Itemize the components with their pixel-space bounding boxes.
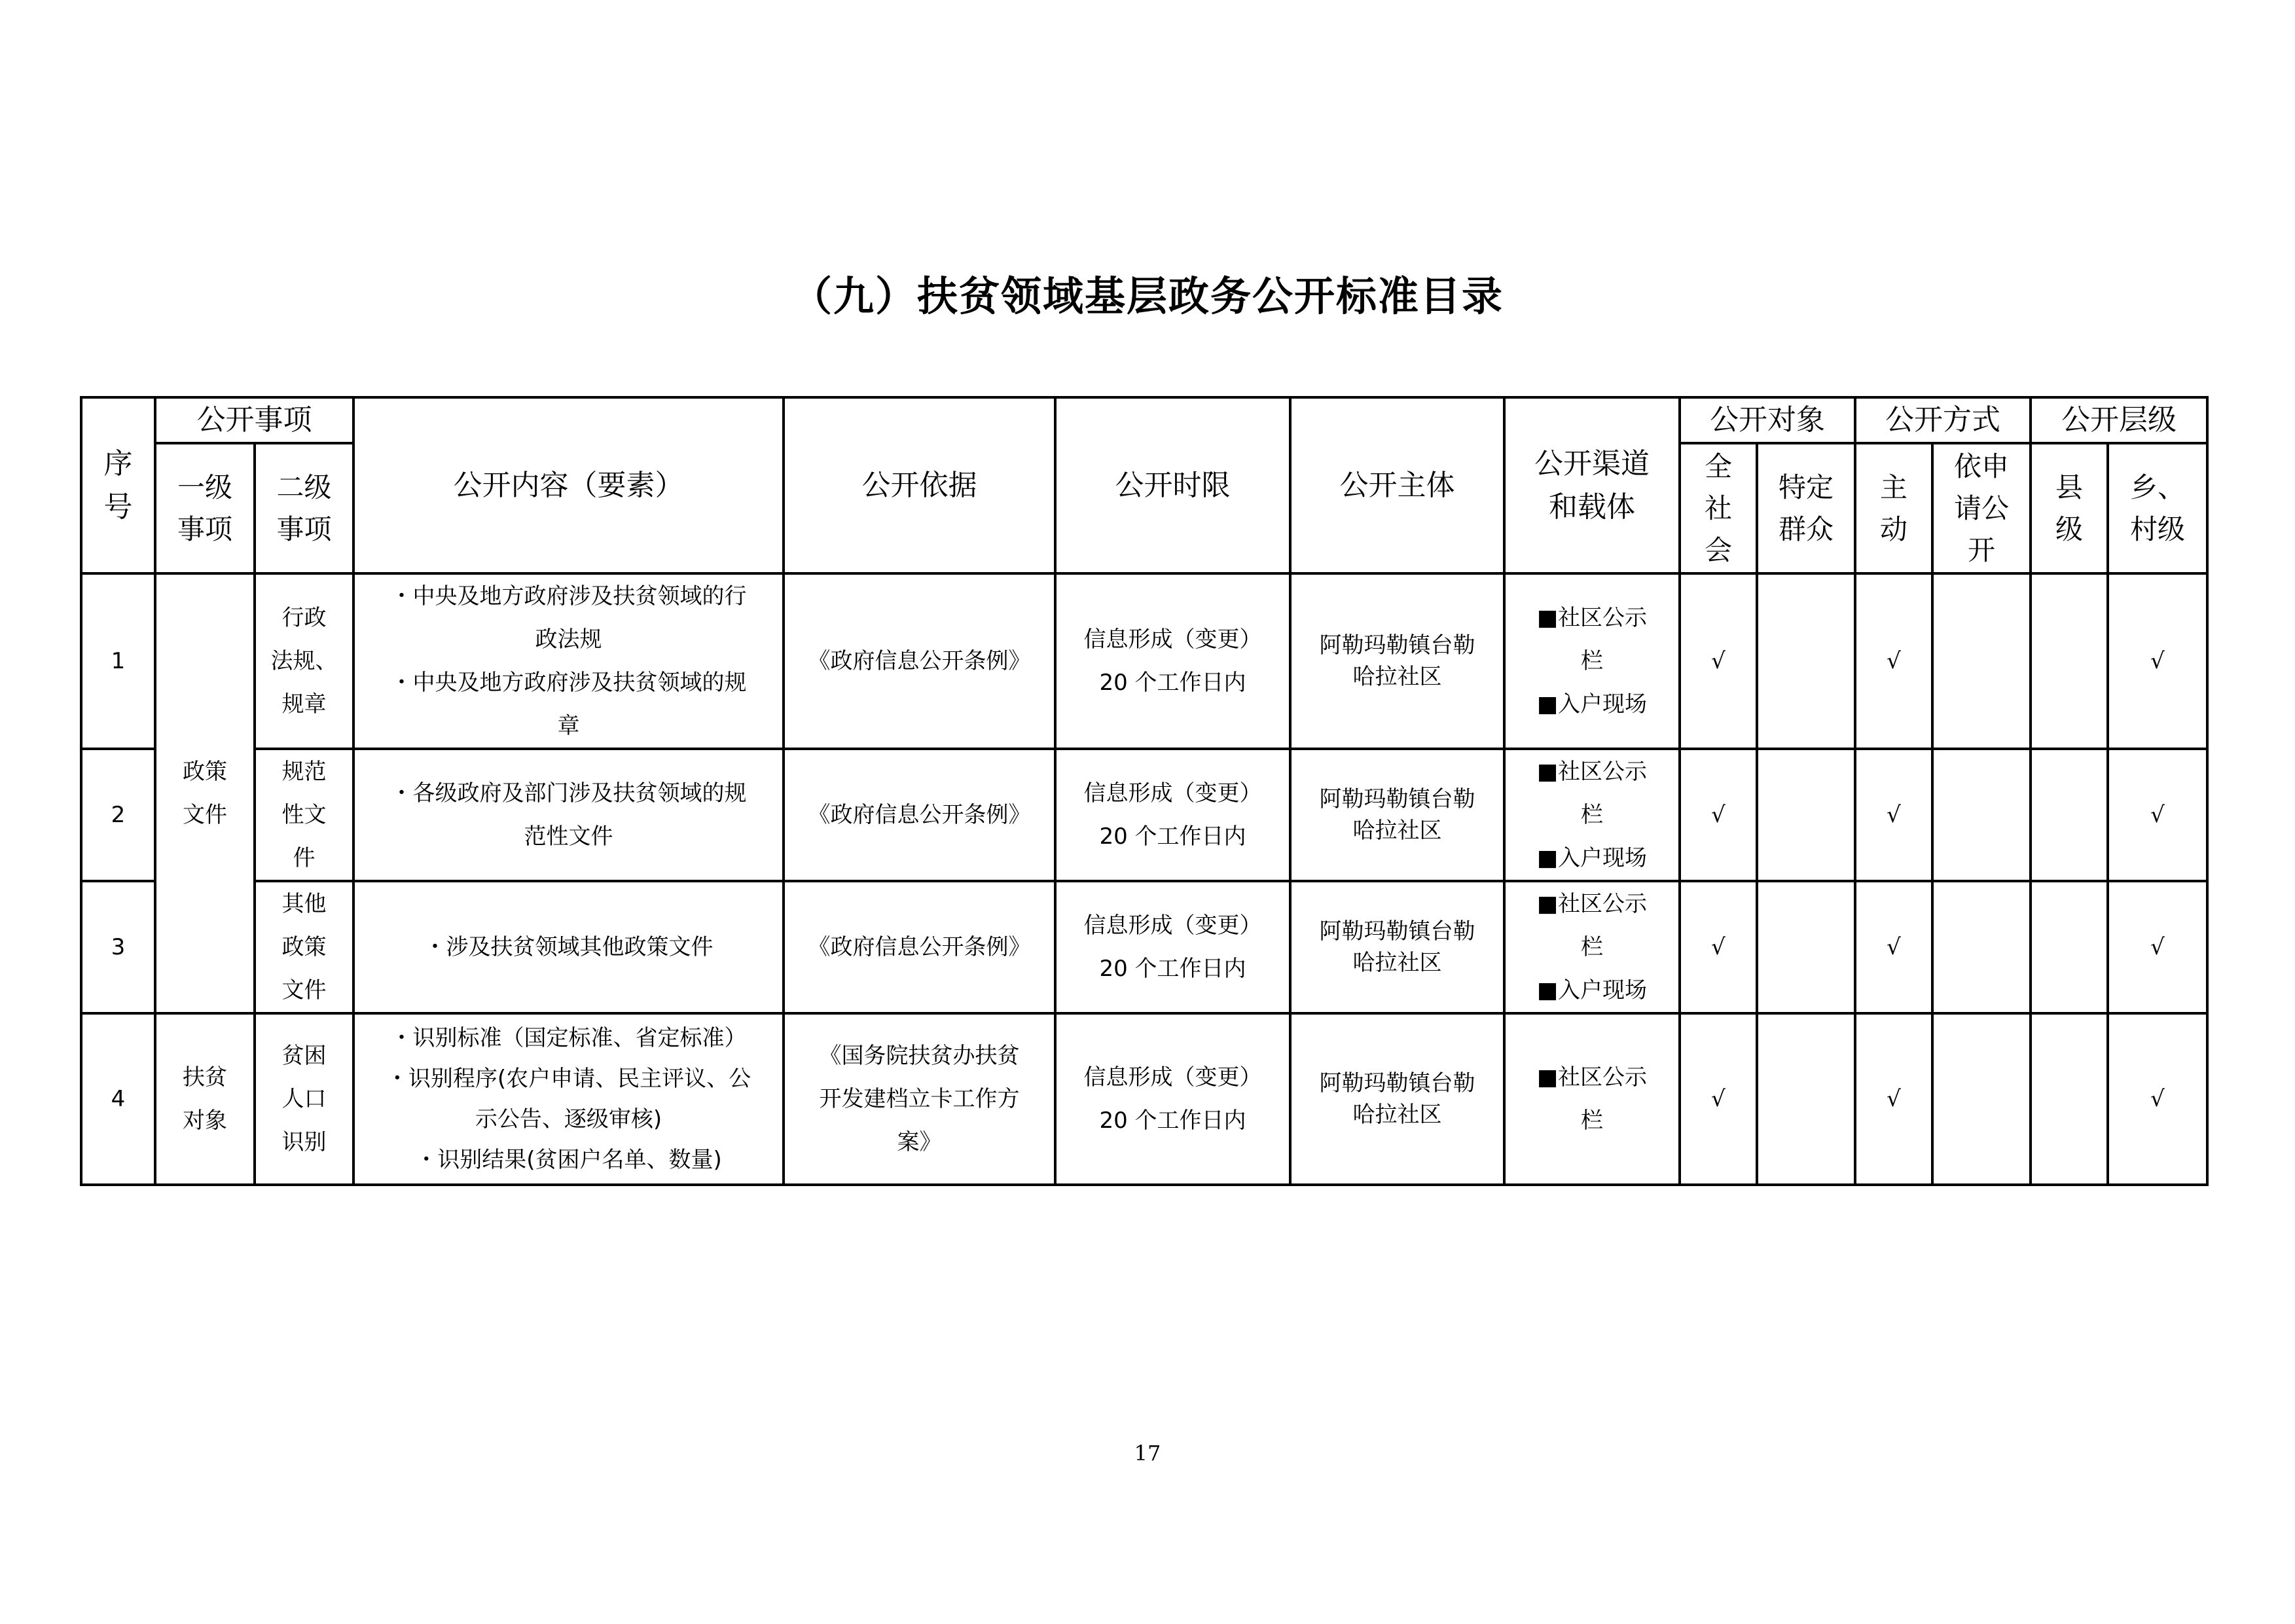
content-cell: ・涉及扶贫领域其他政策文件 — [353, 881, 784, 1013]
basis-cell: 《政府信息公开条例》 — [784, 881, 1055, 1013]
county-mark — [2031, 1013, 2108, 1185]
header-object-group: 公开对象 — [1680, 397, 1855, 443]
township-mark: √ — [2108, 749, 2207, 881]
row-seq: 1 — [81, 573, 155, 749]
specific-group-mark — [1757, 749, 1855, 881]
whole-society-mark: √ — [1680, 1013, 1757, 1185]
level1-cell: 政策 文件 — [155, 573, 255, 1013]
on-request-mark — [1932, 573, 2031, 749]
active-mark: √ — [1855, 881, 1932, 1013]
township-mark: √ — [2108, 881, 2207, 1013]
content-cell: ・各级政府及部门涉及扶贫领域的规 范性文件 — [353, 749, 784, 881]
page-number: 17 — [1134, 1441, 1161, 1466]
row-seq: 4 — [81, 1013, 155, 1185]
subject-cell: 阿勒玛勒镇台勒 哈拉社区 — [1290, 749, 1504, 881]
header-mode-group: 公开方式 — [1855, 397, 2031, 443]
header-active: 主 动 — [1855, 443, 1932, 573]
row-seq: 2 — [81, 749, 155, 881]
whole-society-mark: √ — [1680, 573, 1757, 749]
active-mark: √ — [1855, 749, 1932, 881]
header-specific-group: 特定 群众 — [1757, 443, 1855, 573]
header-channel: 公开渠道 和载体 — [1504, 397, 1680, 573]
table-row — [81, 881, 2207, 1013]
header-time-limit: 公开时限 — [1055, 397, 1290, 573]
header-items-group: 公开事项 — [155, 397, 353, 443]
header-level-group: 公开层级 — [2031, 397, 2207, 443]
header-county: 县 级 — [2031, 443, 2108, 573]
content-cell: ・识别标准（国定标准、省定标准） ・识别程序(农户申请、民主评议、公 示公告、逐级审核) ・识别结果(贫困户名单、数量) — [353, 1013, 784, 1185]
header-level2: 二级 事项 — [255, 443, 353, 573]
header-township: 乡、 村级 — [2108, 443, 2207, 573]
subject-cell: 阿勒玛勒镇台勒 哈拉社区 — [1290, 573, 1504, 749]
active-mark: √ — [1855, 1013, 1932, 1185]
basis-cell: 《政府信息公开条例》 — [784, 749, 1055, 881]
header-row-1 — [81, 397, 2207, 443]
level2-cell: 规范 性文 件 — [255, 749, 353, 881]
on-request-mark — [1932, 881, 2031, 1013]
specific-group-mark — [1757, 1013, 1855, 1185]
page-title: （九）扶贫领域基层政务公开标准目录 — [791, 272, 1504, 320]
table-row — [81, 1013, 2207, 1185]
header-whole-society: 全 社 会 — [1680, 443, 1757, 573]
basis-cell: 《国务院扶贫办扶贫 开发建档立卡工作方 案》 — [784, 1013, 1055, 1185]
header-subject: 公开主体 — [1290, 397, 1504, 573]
row-seq: 3 — [81, 881, 155, 1013]
county-mark — [2031, 881, 2108, 1013]
level2-cell: 行政 法规、 规章 — [255, 573, 353, 749]
subject-cell: 阿勒玛勒镇台勒 哈拉社区 — [1290, 1013, 1504, 1185]
content-cell: ・中央及地方政府涉及扶贫领域的行 政法规 ・中央及地方政府涉及扶贫领域的规 章 — [353, 573, 784, 749]
on-request-mark — [1932, 749, 2031, 881]
on-request-mark — [1932, 1013, 2031, 1185]
level2-cell: 其他 政策 文件 — [255, 881, 353, 1013]
level2-cell: 贫困 人口 识别 — [255, 1013, 353, 1185]
channel-cell: ■社区公示 栏 — [1504, 1013, 1680, 1185]
time-limit-cell: 信息形成（变更） 20 个工作日内 — [1055, 749, 1290, 881]
township-mark: √ — [2108, 1013, 2207, 1185]
township-mark: √ — [2108, 573, 2207, 749]
active-mark: √ — [1855, 573, 1932, 749]
channel-cell: ■社区公示 栏 ■入户现场 — [1504, 881, 1680, 1013]
time-limit-cell: 信息形成（变更） 20 个工作日内 — [1055, 881, 1290, 1013]
basis-cell: 《政府信息公开条例》 — [784, 573, 1055, 749]
county-mark — [2031, 573, 2108, 749]
header-on-request: 依申 请公 开 — [1932, 443, 2031, 573]
time-limit-cell: 信息形成（变更） 20 个工作日内 — [1055, 573, 1290, 749]
specific-group-mark — [1757, 881, 1855, 1013]
header-content: 公开内容（要素） — [353, 397, 784, 573]
whole-society-mark: √ — [1680, 881, 1757, 1013]
disclosure-catalog-table — [80, 396, 2209, 1186]
level1-cell: 扶贫 对象 — [155, 1013, 255, 1185]
channel-cell: ■社区公示 栏 ■入户现场 — [1504, 749, 1680, 881]
whole-society-mark: √ — [1680, 749, 1757, 881]
county-mark — [2031, 749, 2108, 881]
time-limit-cell: 信息形成（变更） 20 个工作日内 — [1055, 1013, 1290, 1185]
table-row — [81, 573, 2207, 749]
header-basis: 公开依据 — [784, 397, 1055, 573]
table-row — [81, 749, 2207, 881]
header-seq: 序 号 — [81, 397, 155, 573]
specific-group-mark — [1757, 573, 1855, 749]
channel-cell: ■社区公示 栏 ■入户现场 — [1504, 573, 1680, 749]
subject-cell: 阿勒玛勒镇台勒 哈拉社区 — [1290, 881, 1504, 1013]
header-level1: 一级 事项 — [155, 443, 255, 573]
